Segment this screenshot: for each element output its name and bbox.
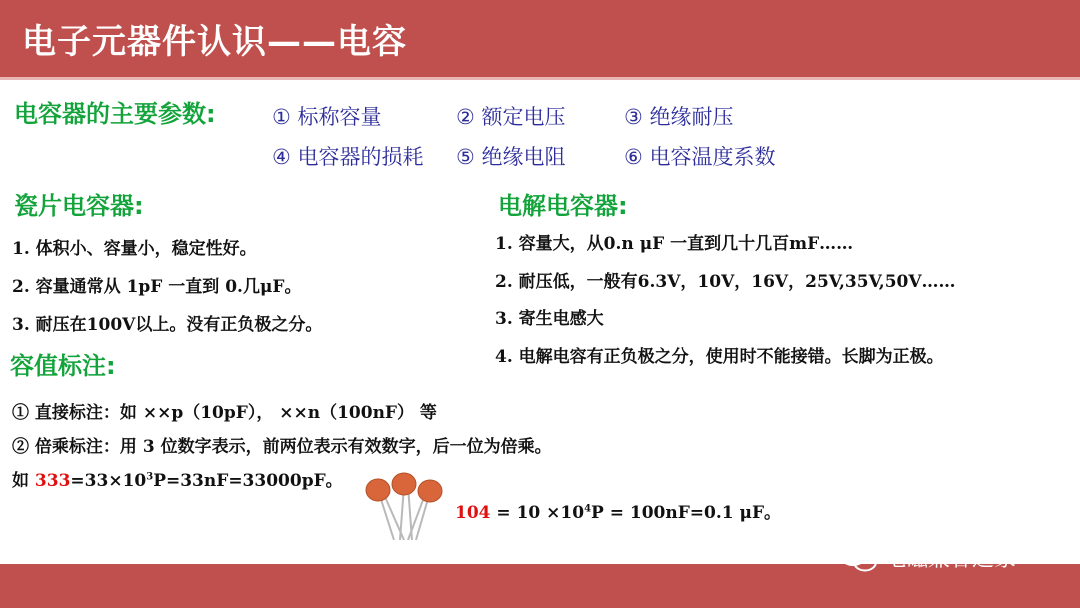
example-formula: =33×10: [70, 471, 147, 491]
param-item: ⑥ 电容温度系数: [624, 145, 776, 169]
electrolytic-item: 3. 寄生电感大: [495, 309, 604, 329]
param-item: ③ 绝缘耐压: [624, 105, 734, 129]
slide-title: 电子元器件认识——电容: [22, 22, 407, 62]
electrolytic-item: 4. 电解电容有正负极之分，使用时不能接错。长脚为正极。: [495, 347, 944, 367]
electrolytic-heading: 电解电容器:: [498, 192, 628, 220]
example-code: 104: [455, 503, 491, 523]
example-result: P = 100nF=0.1 μF。: [591, 503, 782, 523]
param-item: ② 额定电压: [456, 105, 566, 129]
ceramic-capacitor-icon: [360, 468, 448, 540]
electrolytic-item: 2. 耐压低，一般有6.3V，10V，16V，25V,35V,50V……: [495, 272, 956, 292]
marking-example-104: [455, 498, 781, 523]
param-item: ① 标称容量: [272, 105, 382, 129]
ceramic-item: 2. 容量通常从 1pF 一直到 0.几μF。: [12, 277, 302, 297]
wechat-icon: [838, 543, 878, 573]
marking-example-333: [12, 466, 343, 491]
marking-multiplier: ② 倍乘标注：用 3 位数字表示，前两位表示有效数字，后一位为倍乘。: [12, 437, 552, 457]
watermark-text: 电磁兼容之家: [884, 547, 1017, 572]
param-item: ⑤ 绝缘电阻: [456, 145, 566, 169]
ceramic-item: 3. 耐压在100V以上。没有正负极之分。: [12, 315, 323, 335]
marking-heading: 容值标注:: [10, 352, 116, 380]
example-exponent: 4: [584, 503, 592, 515]
ceramic-item: 1. 体积小、容量小，稳定性好。: [12, 239, 257, 259]
marking-direct: ① 直接标注：如 ××p（10pF）， ××n（100nF） 等: [12, 403, 437, 423]
example-prefix: 如: [12, 471, 35, 491]
example-formula: = 10 ×10: [490, 503, 585, 523]
params-heading: 电容器的主要参数:: [14, 100, 216, 128]
watermark: [838, 542, 1016, 573]
example-exponent: 3: [146, 471, 154, 483]
example-code: 333: [34, 471, 71, 491]
electrolytic-item: 1. 容量大，从0.n μF 一直到几十几百mF……: [495, 234, 854, 254]
param-item: ④ 电容器的损耗: [272, 145, 424, 169]
example-result: P=33nF=33000pF。: [153, 471, 343, 491]
ceramic-heading: 瓷片电容器:: [14, 192, 144, 220]
